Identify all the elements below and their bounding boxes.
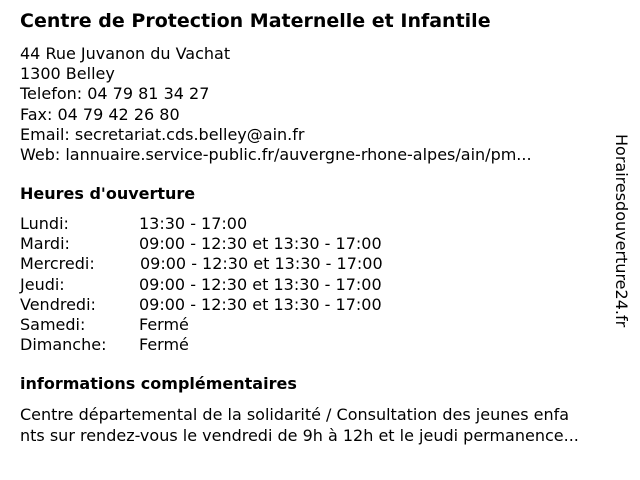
day-hours: Fermé [139, 335, 189, 355]
phone: Telefon: 04 79 81 34 27 [20, 84, 210, 104]
info-text [20, 404, 579, 446]
day-hours: 09:00 - 12:30 et 13:30 - 17:00 [139, 294, 382, 314]
day-label: Mardi: [20, 234, 70, 254]
day-label: Samedi: [20, 314, 86, 334]
day-hours: 09:00 - 12:30 et 13:30 - 17:00 [139, 234, 382, 254]
info-heading: informations complémentaires [20, 374, 297, 393]
info-line: Centre départemental de la solidarité / Consultation des jeunes enfa [20, 405, 570, 424]
website: Web: lannuaire.service-public.fr/auvergne-rhone-alpes/ain/pm... [20, 145, 532, 165]
email: Email: secretariat.cds.belley@ain.fr [20, 124, 305, 144]
fax: Fax: 04 79 42 26 80 [20, 104, 180, 124]
day-label: Jeudi: [20, 274, 65, 294]
day-hours: 09:00 - 12:30 et 13:30 - 17:00 [139, 274, 382, 294]
city: 1300 Belley [20, 64, 115, 84]
day-hours: Fermé [139, 314, 189, 334]
hours-heading: Heures d'ouverture [20, 184, 196, 203]
street-address: 44 Rue Juvanon du Vachat [20, 44, 231, 63]
watermark-text: Horairesdouverture24.fr [612, 134, 631, 328]
day-label: Dimanche: [20, 335, 107, 355]
day-label: Mercredi: [20, 254, 95, 274]
day-hours: 13:30 - 17:00 [139, 214, 248, 233]
day-label: Vendredi: [20, 294, 96, 314]
day-label: Lundi: [20, 214, 69, 233]
address-block [20, 44, 532, 165]
page-title: Centre de Protection Maternelle et Infantile [20, 10, 491, 32]
day-hours: 09:00 - 12:30 et 13:30 - 17:00 [140, 254, 383, 274]
info-line: nts sur rendez-vous le vendredi de 9h à 12h et le jeudi permanence... [20, 426, 579, 445]
watermark [612, 134, 636, 370]
